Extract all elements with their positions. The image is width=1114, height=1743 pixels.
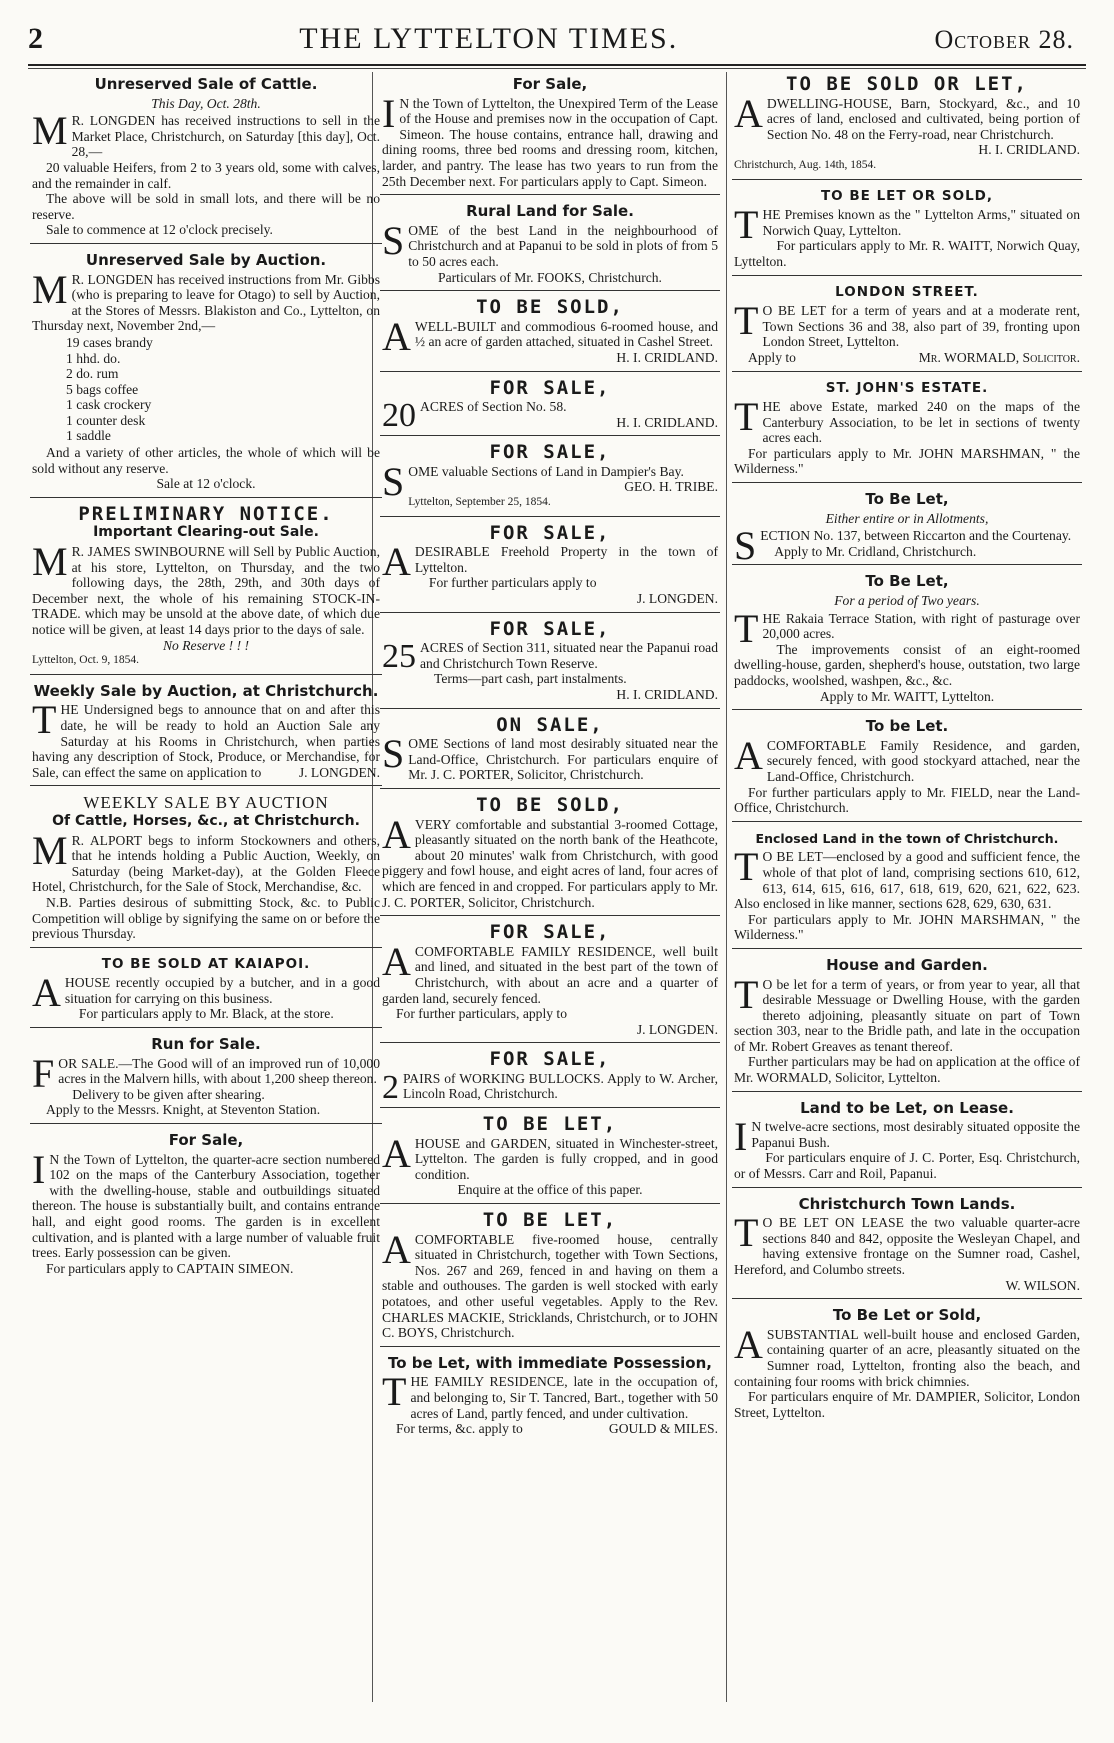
ad-body: For further particulars apply to Mr. FIELD, near the Land-Office, Christchurch. (734, 784, 1080, 816)
drop-cap: A (32, 970, 61, 1016)
ad-body: N twelve-acre sections, most desirably situated opposite the Papanui Bush. (751, 1119, 1080, 1150)
ad-body: For particulars apply to Mr. R. WAITT, Norwich Quay, Lyttelton. (734, 238, 1080, 269)
ad-body: Particulars of Mr. FOOKS, Christchurch. (438, 269, 662, 285)
ad-to-be-sold-cashel (380, 295, 720, 371)
ad-heading: FOR SALE, (489, 921, 611, 944)
ad-bullocks (380, 1047, 720, 1108)
ad-body: ACRES of Section 311, situated near the Papanui road and Christchurch Town Reserve. (420, 640, 718, 671)
ad-run-for-sale (30, 1032, 382, 1124)
signature: GOULD & MILES. (608, 1421, 718, 1437)
ad-kaiapoi (30, 952, 382, 1028)
ad-body: ACRES of Section No. 58. (420, 399, 567, 415)
ad-freehold-property (380, 521, 720, 613)
list-item: 1 hhd. do. (66, 350, 121, 366)
ad-body: SUBSTANTIAL well-built house and enclosed Garden, containing quarter of an acre, pleasantly situated on the Sumner road, Lyttelton, fronting also the beach, and containing four rooms with brick chimnies. (734, 1326, 1080, 1389)
ad-body: HOUSE and GARDEN, situated in Winchester-street, Lyttelton. The garden is fully cropped, and in good condition. (414, 1135, 718, 1182)
ad-heading: Enclosed Land in the town of Christchurch. (755, 830, 1059, 846)
ad-body: For further particulars apply to (428, 575, 597, 591)
ad-heading: FOR SALE, (489, 441, 611, 464)
masthead-rule-thin (28, 68, 1086, 69)
ad-body: N the Town of Lyttelton, the quarter-acre section numbered 102 on the maps of the Canterbury Association, together with the dwelling-house, stable and outbuildings situated thereon. The house is substantially built, and contains entrance hall, and eight good rooms. The garden is in excellent cultivation, and is planted with a large number of valuable fruit trees. Early possession can be given. (32, 1151, 380, 1261)
drop-cap: S (382, 458, 405, 504)
signature: H. I. CRIDLAND. (978, 142, 1080, 158)
ad-body: For further particulars, apply to (396, 1006, 568, 1022)
masthead (28, 22, 1074, 64)
ad-body: R. JAMES SWINBOURNE will Sell by Public Auction, at his store, Lyttelton, on Thursday, and the two following days, the 28th, 29th, and 30th days of December next, the whole of his remaining STOCK-IN-TRADE. which may be unsold at the above date, of which due notice will be given, at least 14 days prior to the days of sale. (32, 544, 380, 637)
drop-cap: S (382, 731, 405, 777)
ad-body: HE Premises known as the " Lyttelton Arms," situated on Norwich Quay, Lyttelton. (762, 207, 1080, 238)
ad-20-acres (380, 376, 720, 437)
ad-tancred-residence (380, 1351, 720, 1442)
signature: H. I. CRIDLAND. (616, 687, 718, 702)
ad-land-on-lease (732, 1096, 1082, 1188)
ad-body: The improvements consist of an eight-roomed dwelling-house, garden, shepherd's house, outstation, two large paddocks, woolshed, washpen, &c., &c. (734, 641, 1080, 688)
drop-cap: T (734, 844, 759, 890)
column-3 (732, 72, 1082, 1712)
ad-lease-simeon (380, 72, 720, 195)
ad-body: HE FAMILY RESIDENCE, late in the occupation of, and belonging to, Sir T. Tancred, Bart., together with 50 acres of Land, partly fenced, and under cultivation. (410, 1374, 718, 1421)
ad-body: COMFORTABLE FAMILY RESIDENCE, well built and lined, and situated in the best part of the town of Christchurch, with about an acre and a quarter of garden land, securely fenced. (382, 943, 718, 1006)
drop-cap: M (32, 539, 68, 585)
ad-heading: FOR SALE, (489, 521, 611, 544)
ad-body: Sale to commence at 12 o'clock precisely. (46, 222, 273, 238)
drop-cap: A (734, 90, 763, 136)
ad-heading: TO BE LET OR SOLD, (820, 187, 994, 204)
drop-cap: T (734, 298, 759, 344)
signature: H. I. CRIDLAND. (616, 414, 718, 430)
drop-cap: A (734, 1321, 763, 1367)
drop-cap: I (734, 1114, 748, 1160)
ad-body: For terms, &c. apply to (396, 1421, 523, 1437)
ad-rakaia-terrace (732, 569, 1082, 710)
ad-heading: Unreserved Sale by Auction. (85, 250, 327, 269)
ad-body: COMFORTABLE Family Residence, and garden, securely fenced, with good stockyard attached, near the Land-Office, Christchurch. (766, 737, 1080, 784)
ad-heading: ON SALE, (496, 713, 604, 736)
ad-body: Enquire at the office of this paper. (457, 1182, 643, 1198)
list-item: 19 cases brandy (66, 334, 153, 350)
ad-body: OR SALE.—The Good will of an improved run of 10,000 acres in the Malvern hills, with about 1,200 sheep thereon. (58, 1055, 380, 1087)
ad-body: Apply to Mr. Cridland, Christchurch. (774, 543, 977, 559)
ad-body: R. LONGDEN has received instructions from Mr. Gibbs (who is preparing to leave for Otago) to sell by Auction, at the Stores of Messrs. Blakiston and Co., Lyttelton, on Thursday next, November 2nd,— (32, 271, 380, 334)
ad-body: For particulars apply to Mr. JOHN MARSHMAN, " the Wilderness." (734, 911, 1080, 943)
drop-number: 2 (382, 1068, 399, 1106)
ad-body: VERY comfortable and substantial 3-roomed Cottage, pleasantly situated on the north bank of the Heathcote, about 20 minutes' walk from Christchurch, with good piggery and fowl house, and eight acres of land, four acres of which are fenced in and cropped. For particulars apply to Mr. J. C. PORTER, Solicitor, Christchurch. (382, 816, 718, 910)
issue-date: October 28. (934, 25, 1074, 54)
ad-rural-land (380, 199, 720, 291)
ad-body: No Reserve ! ! ! (162, 637, 250, 653)
drop-cap: M (32, 827, 68, 873)
list-item: 5 bags coffee (66, 381, 139, 397)
signature: J. LONGDEN. (636, 591, 718, 607)
ad-body: COMFORTABLE five-roomed house, centrally situated in Christchurch, together with Town Sections, Nos. 267 and 269, fenced in and having on them a stable and outhouses. The garden is well stocked with early potatoes, and other useful vegetables. Apply to the Rev. CHARLES MACKIE, Stricklands, Christchurch, or to JOHN C. BOYS, Christchurch. (382, 1231, 718, 1341)
page-number: 2 (28, 22, 43, 55)
column-1 (30, 72, 382, 1712)
ad-heading: ST. JOHN'S ESTATE. (825, 379, 989, 396)
ad-auction-gibbs (30, 248, 382, 498)
ad-heading: FOR SALE, (489, 376, 611, 399)
ad-comfortable-residence (732, 714, 1082, 822)
list-item: 1 saddle (66, 428, 111, 444)
ad-body: Sale at 12 o'clock. (156, 476, 256, 492)
drop-cap: A (382, 811, 411, 857)
ad-family-residence (380, 920, 720, 1043)
drop-cap: A (382, 1226, 411, 1272)
ad-body: Terms—part cash, part instalments. (434, 671, 627, 687)
drop-cap: T (734, 971, 759, 1017)
drop-cap: T (734, 1210, 759, 1256)
ad-body: The above will be sold in small lots, and there will be no reserve. (32, 191, 380, 222)
ad-heading: To Be Let, (865, 490, 949, 509)
ad-dampiers-bay (380, 440, 720, 516)
signature: W. WILSON. (1005, 1277, 1080, 1293)
ad-heading: Unreserved Sale of Cattle. (94, 75, 318, 93)
column-2 (380, 72, 720, 1712)
ad-heading: TO BE SOLD AT KAIAPOI. (101, 955, 311, 972)
ad-heading: FOR SALE, (489, 617, 611, 640)
drop-number: 25 (382, 638, 416, 676)
item-list (32, 335, 380, 444)
ad-for-sale-simeon (30, 1128, 382, 1281)
ad-heading: TO BE LET, (482, 1209, 618, 1232)
ad-heading: TO BE SOLD OR LET, (786, 73, 1028, 95)
ad-heading: For Sale, (168, 1131, 244, 1150)
drop-cap: T (32, 697, 57, 743)
ad-body: Apply to (748, 349, 796, 365)
ad-house-garden-winchester (380, 1112, 720, 1204)
ad-subheading: This Day, Oct. 28th. (151, 95, 261, 111)
drop-cap: I (382, 90, 396, 136)
signature: J. LONGDEN. (298, 764, 380, 780)
ad-heading: Weekly Sale by Auction, at Christchurch. (33, 681, 379, 700)
signature: GEO. H. TRIBE. (624, 479, 718, 495)
list-item: 1 cask crockery (66, 397, 152, 413)
ad-cattle-sale (30, 72, 382, 244)
ad-let-or-sold-sumner (732, 1303, 1082, 1425)
drop-cap: A (382, 539, 411, 585)
ad-preliminary-notice (30, 502, 382, 675)
ad-heading: LONDON STREET. (835, 283, 979, 300)
ad-body: N the Town of Lyttelton, the Unexpired Term of the Lease of the House and premises now in the occupation of Capt. Simeon. The house contains, entrance hall, drawing and dining rooms, three bed rooms and dressing room, kitchen, larder, and pantry. The lease has two years to run from the 25th December next. For particulars apply to Capt. Simeon. (382, 95, 718, 189)
ad-body: OME valuable Sections of Land in Dampier's Bay. (408, 463, 684, 479)
ad-heading: To Be Let or Sold, (832, 1306, 982, 1325)
ad-body: R. LONGDEN has received instructions to sell in the Market Place, Christchurch, on Saturday [this day], Oct. 28,— (71, 113, 380, 160)
dateline: Christchurch, Aug. 14th, 1854. (734, 158, 877, 171)
ad-enclosed-land (732, 826, 1082, 949)
ad-weekly-sale (30, 679, 382, 787)
drop-cap: T (734, 202, 759, 248)
ad-london-street (732, 280, 1082, 372)
ad-body: O BE LET ON LEASE the two valuable quarter-acre sections 840 and 842, opposite the Wesleyan Chapel, and having extensive frontage on the Sumner road, Cashel, Hereford, and Columbo streets. (734, 1215, 1080, 1277)
ad-heading: TO BE LET, (482, 1113, 618, 1136)
ad-heading: Rural Land for Sale. (466, 202, 634, 221)
ad-st-johns-estate (732, 376, 1082, 484)
ad-body: For particulars apply to Mr. Black, at the store. (78, 1006, 334, 1022)
ad-christchurch-town-lands (732, 1192, 1082, 1300)
ad-heading: For Sale, (512, 75, 588, 93)
column-divider (726, 72, 727, 1702)
ad-subheading: For a period of Two years. (834, 593, 980, 609)
masthead-rule (28, 64, 1086, 66)
ad-heading: WEEKLY SALE BY AUCTION (83, 793, 329, 813)
ad-body: Further particulars may be had on application at the office of Mr. WORMALD, Solicitor, Lyttelton. (734, 1054, 1080, 1086)
drop-cap: S (734, 523, 757, 569)
ad-section-137 (732, 487, 1082, 569)
drop-number: 20 (382, 397, 416, 435)
ad-body: HE Rakaia Terrace Station, with right of pasturage over 20,000 acres. (762, 610, 1080, 642)
ad-body: Delivery to be given after shearing. (72, 1086, 265, 1102)
drop-cap: M (32, 266, 68, 312)
ad-body: HOUSE recently occupied by a butcher, and in a good situation for carrying on this business. (64, 975, 380, 1006)
ad-on-sale (380, 713, 720, 789)
drop-cap: T (734, 394, 759, 440)
drop-cap: A (382, 1130, 411, 1176)
drop-cap: A (734, 732, 763, 778)
list-item: 2 do. rum (66, 366, 119, 382)
ad-body: OME of the best Land in the neighbourhood of Christchurch and at Papanui to be sold in plots of from 5 to 50 acres each. (408, 222, 718, 269)
signature: Mr. WORMALD, Solicitor. (918, 349, 1080, 365)
ad-25-acres (380, 617, 720, 709)
ad-body: O be let for a term of years, or from year to year, all that desirable Messuage or Dwelling House, with the garden thereto adjoining, pleasantly situate on part of Town section 303, near to the Bridle path, and late in the occupation of Mr. Robert Greaves as tenant thereof. (734, 976, 1080, 1054)
signature: J. LONGDEN. (636, 1021, 718, 1037)
ad-heading: PRELIMINARY NOTICE. (78, 502, 334, 525)
ad-body: PAIRS of WORKING BULLOCKS. Apply to W. Archer, Lincoln Road, Christchurch. (403, 1070, 718, 1102)
ad-heading: House and Garden. (826, 955, 988, 974)
ad-body: For particulars enquire of Mr. DAMPIER, Solicitor, London Street, Lyttelton. (734, 1389, 1080, 1420)
dateline: Lyttelton, Oct. 9, 1854. (32, 654, 140, 667)
ad-body: DESIRABLE Freehold Property in the town of Lyttelton. (414, 544, 718, 575)
ad-body: 20 valuable Heifers, from 2 to 3 years old, some with calves, and the remainder in calf. (32, 159, 380, 191)
ad-five-roomed-house (380, 1208, 720, 1347)
ad-heading: TO BE SOLD, (476, 793, 624, 816)
ad-subheading: Important Clearing-out Sale. (93, 524, 319, 541)
drop-cap: F (32, 1050, 55, 1096)
ad-body: OME Sections of land most desirably situated near the Land-Office, Christchurch. For particulars enquire of Mr. J. C. PORTER, Solicitor, Christchurch. (408, 736, 718, 783)
ad-heading: To be Let. (865, 717, 949, 736)
ad-body: For particulars apply to Mr. JOHN MARSHMAN, " the Wilderness." (734, 445, 1080, 477)
drop-cap: T (382, 1369, 407, 1415)
ad-body: DWELLING-HOUSE, Barn, Stockyard, &c., and 10 acres of land, enclosed and cultivated, being portion of Section No. 48 on the Ferry-road, near Christchurch. (766, 95, 1080, 142)
dateline: Lyttelton, September 25, 1854. (408, 496, 551, 509)
ad-sold-or-let-ferry-road (732, 72, 1082, 180)
drop-cap: M (32, 108, 68, 154)
ad-heading: To Be Let, (865, 572, 949, 591)
ad-subheading: Either entire or in Allotments, (825, 510, 989, 526)
ad-cottage-heathcote (380, 793, 720, 916)
ad-heading: Land to be Let, on Lease. (800, 1098, 1014, 1117)
ad-body: HE Undersigned begs to announce that on and after this date, he will be ready to hold an Auction Sale any Saturday at his Rooms in Christchurch, when parties having any description of Stock, Produce, or Merchandise, for Sale, can effect the same on application to (32, 702, 380, 780)
drop-cap: S (382, 217, 405, 263)
ad-heading: TO BE SOLD, (476, 296, 624, 319)
drop-cap: T (734, 605, 759, 651)
ad-weekly-sale-alport (30, 790, 382, 947)
ad-body: R. ALPORT begs to inform Stockowners and others, that he intends holding a Public Auction, Weekly, on Saturday (being Market-day), at the Golden Fleece Hotel, Christchurch, for the Sale of Stock, Merchandise, &c. (32, 832, 380, 895)
ad-subheading: Of Cattle, Horses, &c., at Christchurch. (52, 812, 360, 829)
list-item: 1 counter desk (66, 412, 146, 428)
newspaper-title: THE LYTTELTON TIMES. (299, 22, 679, 55)
ad-body: ECTION No. 137, between Riccarton and the Courtenay. (760, 528, 1072, 544)
ad-body: Apply to Mr. WAITT, Lyttelton. (819, 688, 995, 704)
ad-heading: Run for Sale. (151, 1035, 261, 1054)
ad-body: For particulars enquire of J. C. Porter, Esq. Christchurch, or of Messrs. Carr and Roil, Papanui. (734, 1150, 1080, 1182)
ad-house-and-garden (732, 953, 1082, 1092)
ad-body: And a variety of other articles, the whole of which will be sold without any reserve. (32, 445, 380, 476)
ad-body: WELL-BUILT and commodious 6-roomed house, and ½ an acre of garden attached, situated in Cashel Street. (414, 318, 718, 350)
ad-body: HE above Estate, marked 240 on the maps of the Canterbury Association, to be let in sections of twenty acres each. (762, 399, 1080, 446)
ad-heading: To be Let, with immediate Possession, (388, 1353, 712, 1372)
ad-body: O BE LET—enclosed by a good and sufficient fence, the whole of that plot of land, comprising sections 610, 612, 613, 614, 615, 616, 617, 618, 619, 620, 621, 622, 623. Also enclosed in like manner, sections 628, 629, 630, 631. (734, 849, 1080, 912)
drop-cap: I (32, 1146, 46, 1192)
drop-cap: A (382, 313, 411, 359)
ad-lyttelton-arms (732, 184, 1082, 276)
signature: H. I. CRIDLAND. (616, 349, 718, 365)
drop-cap: A (382, 938, 411, 984)
ad-heading: FOR SALE, (489, 1048, 611, 1071)
ad-heading: Christchurch Town Lands. (798, 1194, 1016, 1213)
ad-body: For particulars apply to CAPTAIN SIMEON. (46, 1260, 294, 1276)
ad-body: Apply to the Messrs. Knight, at Steventon Station. (46, 1102, 321, 1118)
ad-body: O BE LET for a term of years and at a moderate rent, Town Sections 36 and 38, also part of 39, fronting upon London Street, Lyttelton. (762, 303, 1080, 350)
ad-body: N.B. Parties desirous of submitting Stock, &c. to Public Competition will oblige by signifying the same on or before the previous Thursday. (32, 894, 380, 942)
